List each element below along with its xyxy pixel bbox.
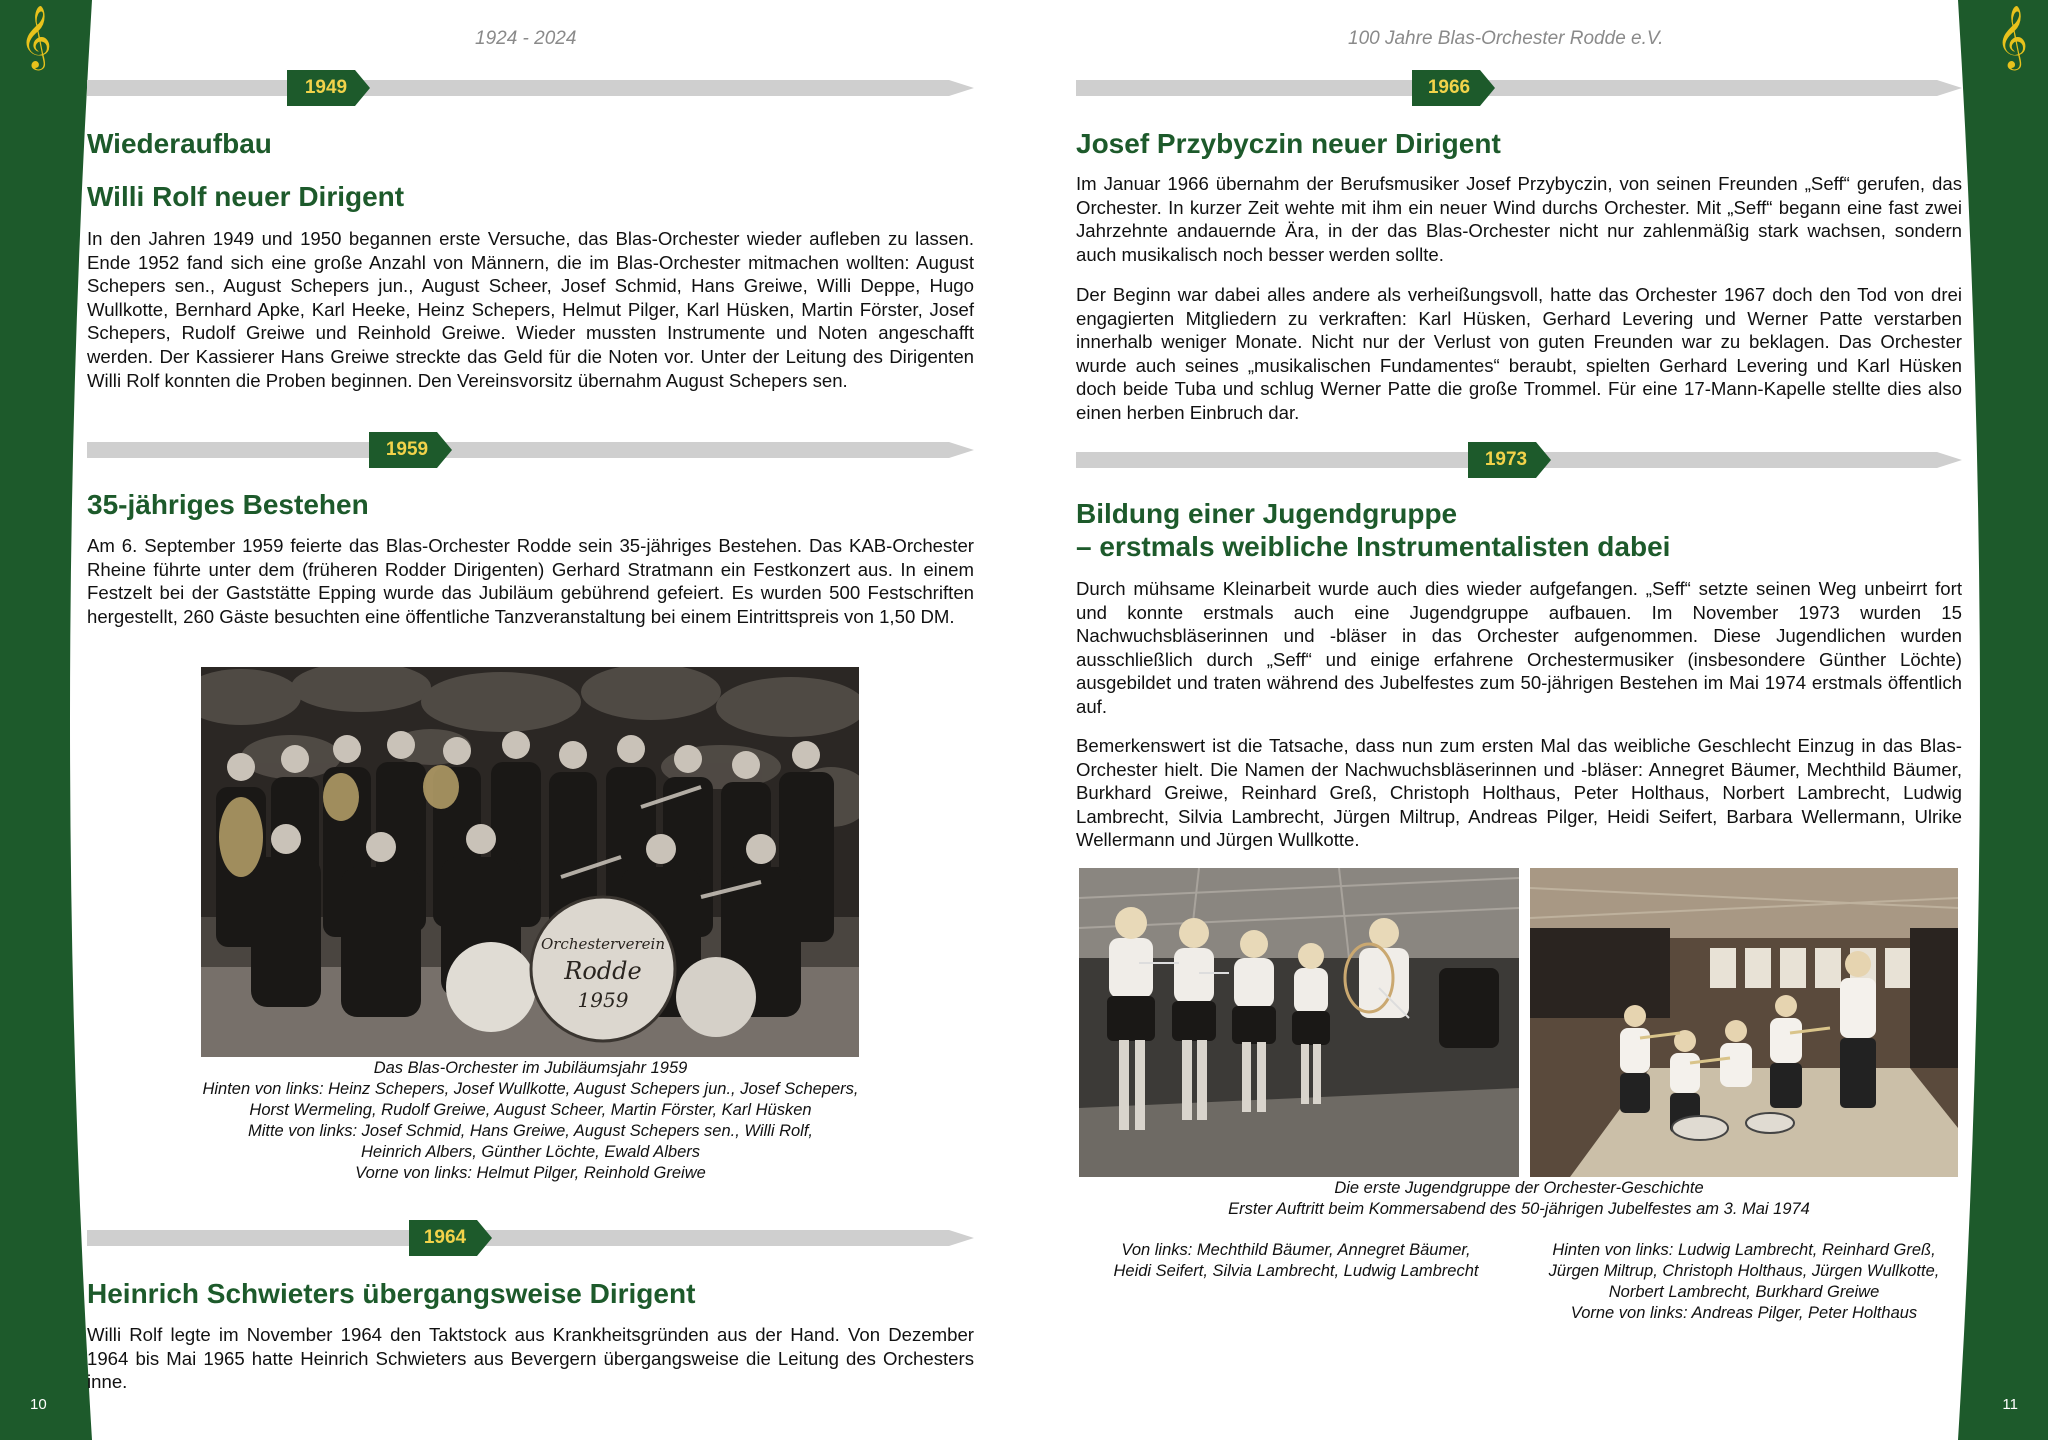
photo-jugendgruppe-1974 bbox=[1079, 868, 1519, 1177]
drum-text-top: Orchesterverein bbox=[540, 935, 666, 953]
heading-schwieters: Heinrich Schwieters übergangsweise Dirigent bbox=[87, 1278, 696, 1309]
photo-orchestra-1959 bbox=[201, 667, 859, 1057]
heading-jugendgruppe: Bildung einer Jugendgruppe bbox=[1076, 498, 1458, 529]
heading-jugendgruppe-sub: – erstmals weibliche Instrumentalisten dabei bbox=[1076, 531, 1671, 562]
caption-1974-left bbox=[1076, 1240, 1516, 1282]
timeline-bar-1949 bbox=[87, 64, 974, 112]
paragraph-1973b: Bemerkenswert ist die Tatsache, dass nun zum ersten Mal das weibliche Geschlecht Einzug in das Blas-Orchester hielt. Die Namen der Nachwuchsbläserinnen und -bläser: Annegret Bäumer, Mechthild Bäumer, Burkhard Greiwe, Reinhard Greß, Christoph Holthaus, Peter Holthaus, Norbert Lambrecht, Ludwig Lambrecht, Silvia Lambrecht, Jürgen Miltrup, Andreas Pilger, Heidi Seifert, Barbara Wellermann, Ulrike Wellermann und Jürgen Wullkotte. bbox=[1076, 735, 1962, 851]
caption-line: Von links: Mechthild Bäumer, Annegret Bäumer, bbox=[1121, 1241, 1471, 1259]
caption-line: Norbert Lambrecht, Burkhard Greiwe bbox=[1608, 1283, 1880, 1301]
treble-clef-icon: 𝄞 bbox=[1996, 5, 2028, 68]
paragraph-1959: Am 6. September 1959 feierte das Blas-Orchester Rodde sein 35-jähriges Bestehen. Das KAB-Orchester Rheine führte unter dem (früheren Rodder Dirigenten) Gerhard Stratmann ein Festkonzert aus. In einem Festzelt bei der Gaststätte Epping wurde das Jubiläum gebührend gefeiert. Es wurden 500 Festschriften hergestellt, 260 Gäste besuchten eine öffentliche Tanzveranstaltung bei einem Eintrittspreis von 1,50 DM. bbox=[87, 535, 974, 627]
year-label-1973: 1973 bbox=[1484, 449, 1528, 470]
timeline-bar-1973 bbox=[1076, 436, 1962, 484]
running-header-right: 100 Jahre Blas-Orchester Rodde e.V. bbox=[1348, 28, 1664, 49]
caption-line: Die erste Jugendgruppe der Orchester-Geschichte bbox=[1334, 1179, 1704, 1197]
photo-kommersabend-1974 bbox=[1530, 868, 1958, 1177]
caption-line: Vorne von links: Andreas Pilger, Peter Holthaus bbox=[1570, 1304, 1918, 1322]
caption-line: Horst Wermeling, Rudolf Greiwe, August Scheer, Martin Förster, Karl Hüsken bbox=[249, 1101, 812, 1119]
caption-line: Heidi Seifert, Silvia Lambrecht, Ludwig Lambrecht bbox=[1113, 1262, 1479, 1280]
caption-line: Vorne von links: Helmut Pilger, Reinhold Greiwe bbox=[355, 1164, 706, 1182]
caption-line: Hinten von links: Ludwig Lambrecht, Reinhard Greß, bbox=[1552, 1241, 1936, 1259]
paragraph-1966a: Im Januar 1966 übernahm der Berufsmusiker Josef Przybyczin, von seinen Freunden „Seff“ gerufen, das Orchester. In kurzer Zeit wehte mit ihm ein neuer Wind durchs Orchester. Mit „Seff“ begann eine fast zwei Jahrzehnte andauernde Ära, in der das Blas-Orchester nicht nur zahlenmäßig stark wachsen, sondern auch musikalisch noch besser werden sollte. bbox=[1076, 173, 1962, 265]
caption-line: Mitte von links: Josef Schmid, Hans Greiwe, August Schepers sen., Willi Rolf, bbox=[247, 1122, 814, 1140]
caption-line: Das Blas-Orchester im Jubiläumsjahr 1959 bbox=[373, 1059, 688, 1077]
page-number-right: 11 bbox=[2002, 1396, 2018, 1413]
caption-line: Hinten von links: Heinz Schepers, Josef Wullkotte, August Schepers jun., Josef Schepers, bbox=[202, 1080, 859, 1098]
timeline-bar-1966 bbox=[1076, 64, 1962, 112]
treble-clef-icon: 𝄞 bbox=[20, 5, 52, 68]
timeline-bar-1959 bbox=[87, 426, 974, 474]
page-number-left: 10 bbox=[30, 1396, 47, 1413]
paragraph-1964: Willi Rolf legte im November 1964 den Taktstock aus Krankheitsgründen aus der Hand. Von Dezember 1964 bis Mai 1965 hatte Heinrich Schwieters aus Bevergern übergangsweise die Leitung des Orchesters inne. bbox=[87, 1324, 974, 1393]
caption-1974-right bbox=[1524, 1240, 1964, 1324]
year-label-1959: 1959 bbox=[385, 439, 429, 460]
year-label-1966: 1966 bbox=[1427, 77, 1471, 98]
caption-1974-title bbox=[1076, 1178, 1962, 1220]
drum-text-mid: Rodde bbox=[564, 957, 642, 985]
caption-line: Heinrich Albers, Günther Löchte, Ewald Albers bbox=[360, 1143, 701, 1161]
heading-przybyczin: Josef Przybyczin neuer Dirigent bbox=[1076, 128, 1501, 159]
caption-1959 bbox=[87, 1058, 974, 1184]
year-label-1949: 1949 bbox=[304, 77, 348, 98]
paragraph-1966b: Der Beginn war dabei alles andere als verheißungsvoll, hatte das Orchester 1967 doch den Tod von drei engagierten Mitgliedern zu verkraften: Karl Hüsken, Gerhard Levering und Werner Patte verstarben innerhalb weniger Monate. Nicht nur der Verlust von guten Freunden war zu beklagen. Das Orchester wurde auch seines „musikalischen Fundamentes“ beraubt, spielten Gerhard Levering und Karl Hüsken doch beide Tuba und schlug Werner Patte die große Trommel. Für eine 17-Mann-Kapelle stellte dies also einen herben Einbruch dar. bbox=[1076, 284, 1962, 423]
drum-text-bottom: 1959 bbox=[577, 988, 629, 1012]
heading-wiederaufbau: Wiederaufbau bbox=[87, 128, 272, 159]
paragraph-1949: In den Jahren 1949 und 1950 begannen erste Versuche, das Blas-Orchester wieder aufleben zu lassen. Ende 1952 fand sich eine große Anzahl von Männern, die im Blas-Orchester mitmachen wollten: August Schepers sen., August Schepers jun., August Scheer, Josef Schmid, Hans Greiwe, Willi Deppe, Hugo Wullkotte, Bernhard Apke, Karl Heeke, Heinz Schepers, Helmut Pilger, Karl Hüsken, Martin Förster, Josef Schepers, Rudolf Greiwe und Reinhold Greiwe. Wieder mussten Instrumente und Noten angeschafft werden. Der Kassierer Hans Greiwe streckte das Geld für die Noten vor. Unter der Leitung des Dirigenten Willi Rolf konnten die Proben beginnen. Den Vereinsvorsitz übernahm August Schepers sen. bbox=[87, 228, 974, 391]
caption-line: Jürgen Miltrup, Christoph Holthaus, Jürgen Wullkotte, bbox=[1548, 1262, 1940, 1280]
timeline-bar-1964 bbox=[87, 1214, 974, 1262]
year-label-1964: 1964 bbox=[423, 1227, 467, 1248]
heading-willi-rolf: Willi Rolf neuer Dirigent bbox=[87, 181, 405, 212]
caption-line: Erster Auftritt beim Kommersabend des 50-jährigen Jubelfestes am 3. Mai 1974 bbox=[1228, 1200, 1810, 1218]
paragraph-1973a: Durch mühsame Kleinarbeit wurde auch dies wieder aufgefangen. „Seff“ setzte seinen Weg unbeirrt fort und konnte erstmals auch eine Jugendgruppe aufbauen. Im November 1973 wurden 15 Nachwuchsbläserinnen und -bläser in das Orchester aufgenommen. Diese Jugendlichen wurden ausschließlich durch „Seff“ und einige erfahrene Orchestermusiker (insbesondere Günther Löchte) ausgebildet und traten während des Jubelfestes zum 50-jährigen Bestehen im Mai 1974 erstmals öffentlich auf. bbox=[1076, 578, 1962, 717]
heading-35-jahre: 35-jähriges Bestehen bbox=[87, 489, 369, 520]
running-header-left: 1924 - 2024 bbox=[475, 28, 577, 49]
